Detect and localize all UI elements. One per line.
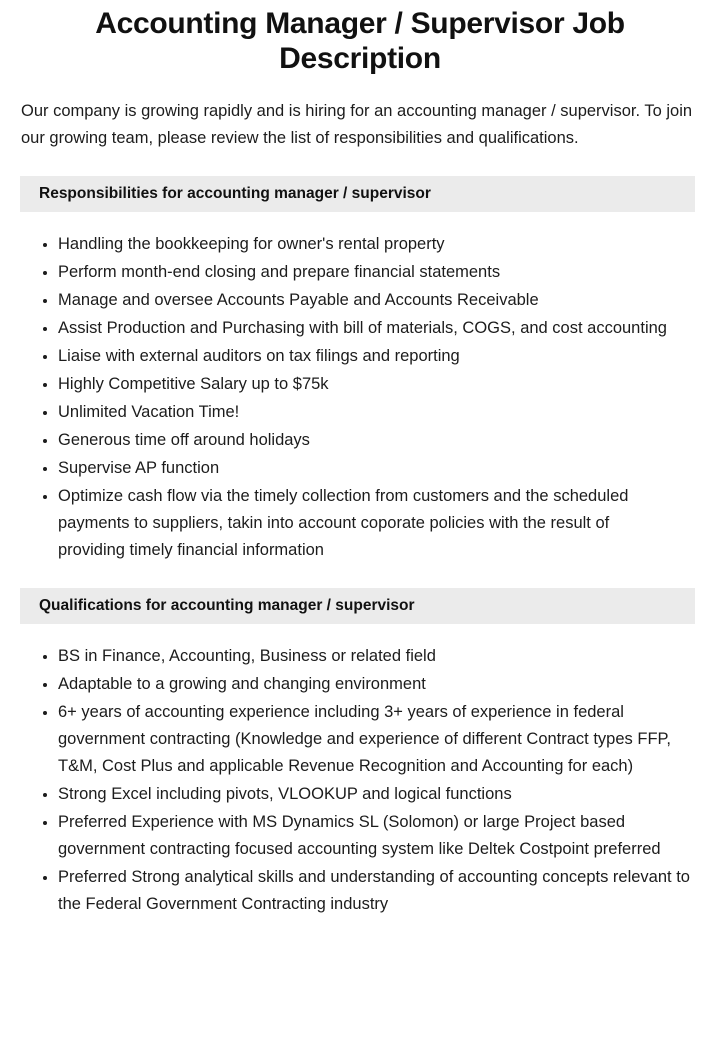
list-item: Handling the bookkeeping for owner's rental property — [43, 231, 680, 258]
responsibilities-list — [0, 212, 720, 564]
list-item: Highly Competitive Salary up to $75k — [43, 371, 680, 398]
list-item: BS in Finance, Accounting, Business or related field — [43, 643, 708, 670]
list-item: Adaptable to a growing and changing environment — [43, 671, 708, 698]
list-item: 6+ years of accounting experience including 3+ years of experience in federal government contracting (Knowledge and experience of different Contract types FFP, T&M, Cost Plus and applicable Revenue Recognition and Accounting for each) — [43, 699, 708, 780]
responsibilities-section — [0, 176, 720, 564]
qualifications-section — [0, 588, 720, 918]
list-item: Assist Production and Purchasing with bill of materials, COGS, and cost accounting — [43, 315, 680, 342]
list-item: Strong Excel including pivots, VLOOKUP and logical functions — [43, 781, 708, 808]
list-item: Manage and oversee Accounts Payable and Accounts Receivable — [43, 287, 680, 314]
page-title: Accounting Manager / Supervisor Job Description — [95, 7, 625, 75]
list-item: Optimize cash flow via the timely collection from customers and the scheduled payments to suppliers, takin into account coporate policies with the result of providing timely financial information — [43, 483, 680, 564]
qualifications-heading: Qualifications for accounting manager / supervisor — [20, 588, 695, 624]
list-item: Liaise with external auditors on tax filings and reporting — [43, 343, 680, 370]
list-item: Perform month-end closing and prepare financial statements — [43, 259, 680, 286]
intro-paragraph: Our company is growing rapidly and is hiring for an accounting manager / supervisor. To join our growing team, please review the list of responsibilities and qualifications. — [21, 102, 693, 147]
list-item: Unlimited Vacation Time! — [43, 399, 680, 426]
list-item: Preferred Experience with MS Dynamics SL (Solomon) or large Project based government contracting focused accounting system like Deltek Costpoint preferred — [43, 809, 708, 863]
list-item: Supervise AP function — [43, 455, 680, 482]
qualifications-list — [0, 624, 720, 918]
list-item: Preferred Strong analytical skills and understanding of accounting concepts relevant to the Federal Government Contracting industry — [43, 864, 708, 918]
list-item: Generous time off around holidays — [43, 427, 680, 454]
responsibilities-heading: Responsibilities for accounting manager / supervisor — [20, 176, 695, 212]
